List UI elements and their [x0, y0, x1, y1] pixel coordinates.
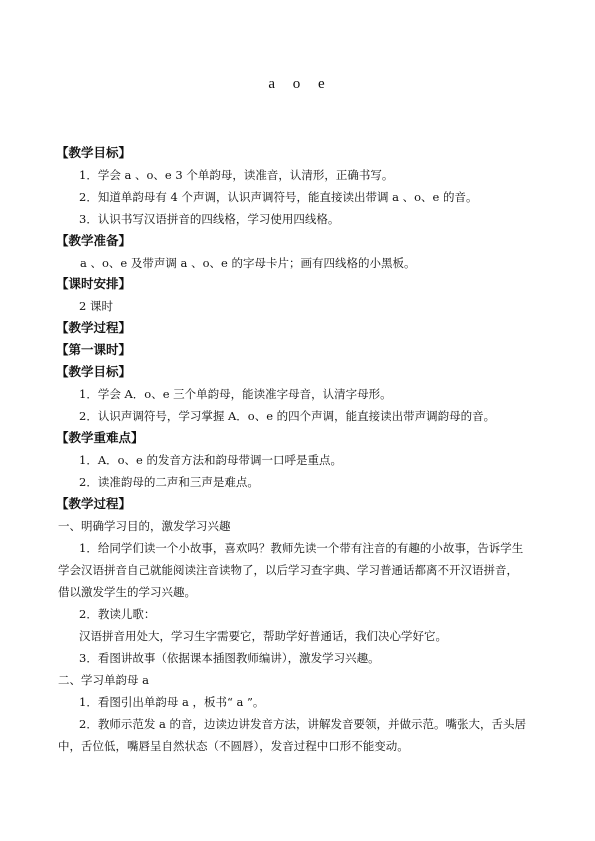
preparation-text: a 、o、e 及带声调 a 、o、e 的字母卡片；画有四线格的小黑板。 — [80, 256, 416, 270]
lesson-goal-item-2: 2．认识声调符号，学习掌握 A．o、e 的四个声调，能直接读出带声调韵母的音。 — [79, 409, 496, 423]
document-title: a o e — [268, 76, 327, 92]
section-heading-key-points: 【教学重难点】 — [56, 430, 144, 445]
section-heading-schedule: 【课时安排】 — [56, 276, 132, 291]
schedule-text: 2 课时 — [79, 299, 113, 313]
paragraph-1-line-1: 1．给同学们读一个小故事，喜欢吗？教师先读一个带有注音的有趣的小故事，告诉学生 — [79, 541, 524, 555]
key-point-item-1: 1．A．o、e 的发音方法和韵母带调一口呼是重点。 — [79, 453, 343, 467]
key-point-item-2: 2．读准韵母的二声和三声是难点。 — [79, 475, 259, 489]
lesson-goal-item-1: 1．学会 A．o、e 三个单韵母，能读准字母音，认清字母形。 — [79, 387, 392, 401]
goal-item-3: 3．认识书写汉语拼音的四线格，学习使用四线格。 — [79, 212, 340, 226]
part-heading-2: 二、学习单韵母 a — [58, 673, 150, 687]
paragraph-2-heading: 2．教读儿歌： — [79, 607, 156, 621]
section-heading-preparation: 【教学准备】 — [56, 233, 132, 248]
section-heading-process-2: 【教学过程】 — [56, 496, 132, 511]
part-2-item-2-line-2: 中，舌位低，嘴唇呈自然状态（不圆唇），发音过程中口形不能变动。 — [58, 739, 409, 753]
part-2-item-2-line-1: 2．教师示范发 a 的音，边读边讲发音方法，讲解发音要领，并做示范。嘴张大，舌头居 — [79, 717, 526, 731]
part-heading-1: 一、明确学习目的，激发学习兴趣 — [58, 519, 231, 533]
paragraph-3: 3．看图讲故事（依据课本插图教师编讲），激发学习兴趣。 — [79, 651, 380, 665]
part-2-item-1: 1．看图引出单韵母 a ，板书“ a ”。 — [79, 695, 265, 709]
section-heading-process: 【教学过程】 — [56, 320, 132, 335]
paragraph-1-line-3: 借以激发学生的学习兴趣。 — [58, 585, 196, 599]
section-heading-first-lesson: 【第一课时】 — [56, 342, 132, 357]
section-heading-teaching-goals: 【教学目标】 — [56, 145, 132, 160]
goal-item-1: 1．学会 a 、o、e 3 个单韵母，读准音，认清形，正确书写。 — [79, 168, 394, 182]
children-rhyme-text: 汉语拼音用处大，学习生字需要它，帮助学好普通话，我们决心学好它。 — [79, 629, 447, 643]
paragraph-1-line-2: 学会汉语拼音自己就能阅读注音读物了，以后学习查字典、学习普通话都离不开汉语拼音， — [58, 563, 518, 577]
section-heading-lesson-goals: 【教学目标】 — [56, 364, 132, 379]
goal-item-2: 2．知道单韵母有 4 个声调，认识声调符号，能直接读出带调 a 、o、e 的音。 — [79, 190, 478, 204]
